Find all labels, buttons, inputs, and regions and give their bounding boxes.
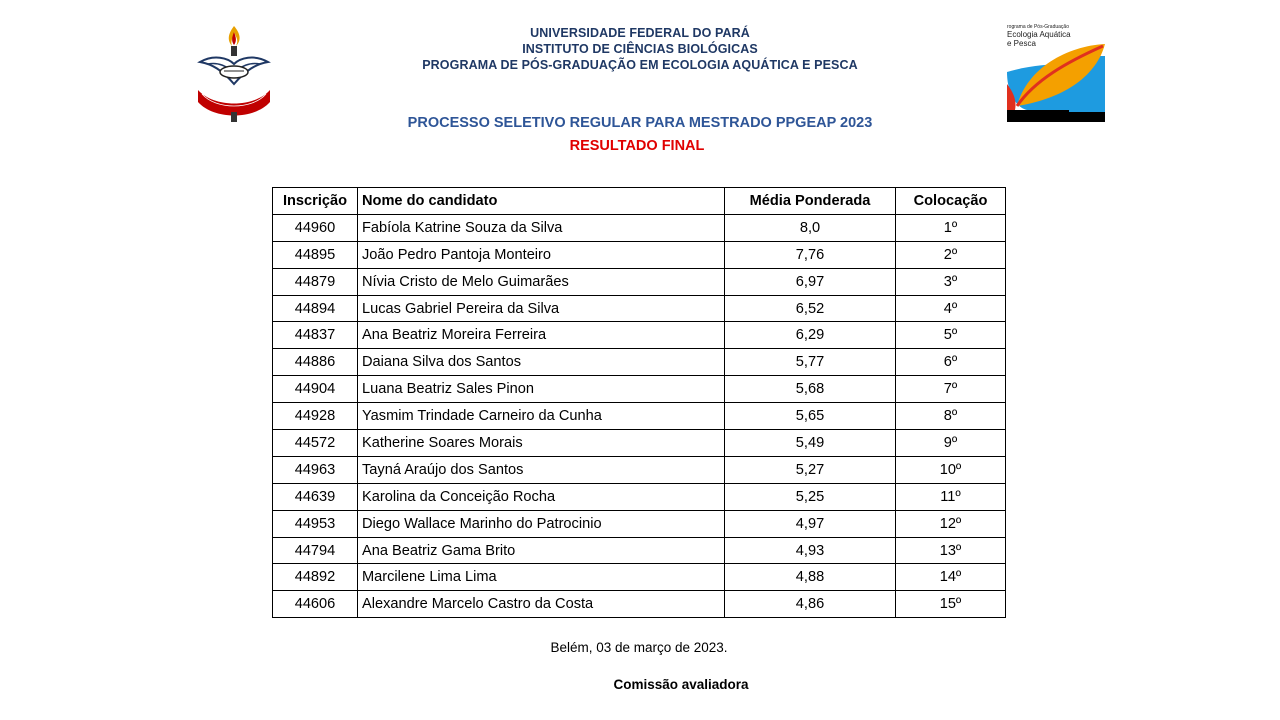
cell-nome: Diego Wallace Marinho do Patrocinio [358, 510, 725, 537]
cell-colocacao: 15º [896, 591, 1006, 618]
ufpa-crest-icon [194, 24, 274, 124]
cell-inscricao: 44892 [273, 564, 358, 591]
cell-colocacao: 8º [896, 403, 1006, 430]
cell-colocacao: 12º [896, 510, 1006, 537]
table-row [273, 564, 1006, 591]
table-row [273, 591, 1006, 618]
table-header-row [273, 188, 1006, 215]
document-date: Belém, 03 de março de 2023. [550, 640, 728, 655]
cell-colocacao: 4º [896, 295, 1006, 322]
cell-nome: João Pedro Pantoja Monteiro [358, 241, 725, 268]
cell-nome: Tayná Araújo dos Santos [358, 456, 725, 483]
header-university: UNIVERSIDADE FEDERAL DO PARÁ [530, 26, 750, 40]
cell-inscricao: 44895 [273, 241, 358, 268]
cell-media: 4,93 [725, 537, 896, 564]
ppgeap-logo-icon [1007, 24, 1105, 122]
cell-colocacao: 5º [896, 322, 1006, 349]
cell-inscricao: 44904 [273, 376, 358, 403]
cell-colocacao: 1º [896, 214, 1006, 241]
cell-inscricao: 44886 [273, 349, 358, 376]
table-row [273, 456, 1006, 483]
cell-media: 5,77 [725, 349, 896, 376]
cell-media: 6,52 [725, 295, 896, 322]
cell-inscricao: 44960 [273, 214, 358, 241]
cell-colocacao: 11º [896, 483, 1006, 510]
cell-media: 4,97 [725, 510, 896, 537]
results-table [272, 187, 1006, 618]
cell-media: 5,68 [725, 376, 896, 403]
ppgeap-small-text: rograma de Pós-Graduação [1007, 24, 1069, 30]
table-row [273, 241, 1006, 268]
cell-inscricao: 44572 [273, 430, 358, 457]
ppgeap-line1: Ecologia Aquática [1007, 30, 1071, 39]
cell-colocacao: 9º [896, 430, 1006, 457]
cell-inscricao: 44794 [273, 537, 358, 564]
cell-nome: Karolina da Conceição Rocha [358, 483, 725, 510]
header-program: PROGRAMA DE PÓS-GRADUAÇÃO EM ECOLOGIA AQUÁTICA E PESCA [422, 58, 858, 72]
cell-media: 5,27 [725, 456, 896, 483]
cell-inscricao: 44639 [273, 483, 358, 510]
cell-colocacao: 2º [896, 241, 1006, 268]
cell-inscricao: 44837 [273, 322, 358, 349]
cell-nome: Ana Beatriz Moreira Ferreira [358, 322, 725, 349]
table-row [273, 376, 1006, 403]
header-inscricao: Inscrição [273, 188, 358, 215]
cell-nome: Yasmim Trindade Carneiro da Cunha [358, 403, 725, 430]
cell-inscricao: 44894 [273, 295, 358, 322]
cell-media: 6,29 [725, 322, 896, 349]
cell-nome: Marcilene Lima Lima [358, 564, 725, 591]
cell-nome: Lucas Gabriel Pereira da Silva [358, 295, 725, 322]
ppgeap-line2: e Pesca [1007, 39, 1036, 48]
cell-nome: Nívia Cristo de Melo Guimarães [358, 268, 725, 295]
cell-inscricao: 44953 [273, 510, 358, 537]
page-title: PROCESSO SELETIVO REGULAR PARA MESTRADO PPGEAP 2023 [407, 115, 873, 131]
cell-colocacao: 10º [896, 456, 1006, 483]
table-row [273, 483, 1006, 510]
cell-nome: Ana Beatriz Gama Brito [358, 537, 725, 564]
cell-media: 5,25 [725, 483, 896, 510]
institution-header [340, 25, 940, 73]
header-institute: INSTITUTO DE CIÊNCIAS BIOLÓGICAS [522, 42, 758, 56]
header-nome: Nome do candidato [358, 188, 725, 215]
table-row [273, 403, 1006, 430]
header-colocacao: Colocação [896, 188, 1006, 215]
cell-media: 7,76 [725, 241, 896, 268]
table-row [273, 268, 1006, 295]
table-row [273, 295, 1006, 322]
cell-inscricao: 44879 [273, 268, 358, 295]
cell-nome: Alexandre Marcelo Castro da Costa [358, 591, 725, 618]
cell-colocacao: 14º [896, 564, 1006, 591]
table-row [273, 322, 1006, 349]
cell-inscricao: 44963 [273, 456, 358, 483]
cell-colocacao: 7º [896, 376, 1006, 403]
cell-colocacao: 6º [896, 349, 1006, 376]
cell-media: 4,86 [725, 591, 896, 618]
cell-nome: Luana Beatriz Sales Pinon [358, 376, 725, 403]
table-row [273, 510, 1006, 537]
cell-nome: Fabíola Katrine Souza da Silva [358, 214, 725, 241]
cell-media: 5,49 [725, 430, 896, 457]
cell-nome: Daiana Silva dos Santos [358, 349, 725, 376]
cell-media: 5,65 [725, 403, 896, 430]
cell-media: 4,88 [725, 564, 896, 591]
table-row [273, 430, 1006, 457]
cell-inscricao: 44606 [273, 591, 358, 618]
cell-nome: Katherine Soares Morais [358, 430, 725, 457]
cell-colocacao: 13º [896, 537, 1006, 564]
table-row [273, 349, 1006, 376]
table-row [273, 214, 1006, 241]
cell-media: 6,97 [725, 268, 896, 295]
header-media: Média Ponderada [725, 188, 896, 215]
cell-inscricao: 44928 [273, 403, 358, 430]
table-row [273, 537, 1006, 564]
page-subtitle: RESULTADO FINAL [569, 138, 705, 154]
cell-media: 8,0 [725, 214, 896, 241]
signature-label: Comissão avaliadora [613, 677, 749, 692]
cell-colocacao: 3º [896, 268, 1006, 295]
